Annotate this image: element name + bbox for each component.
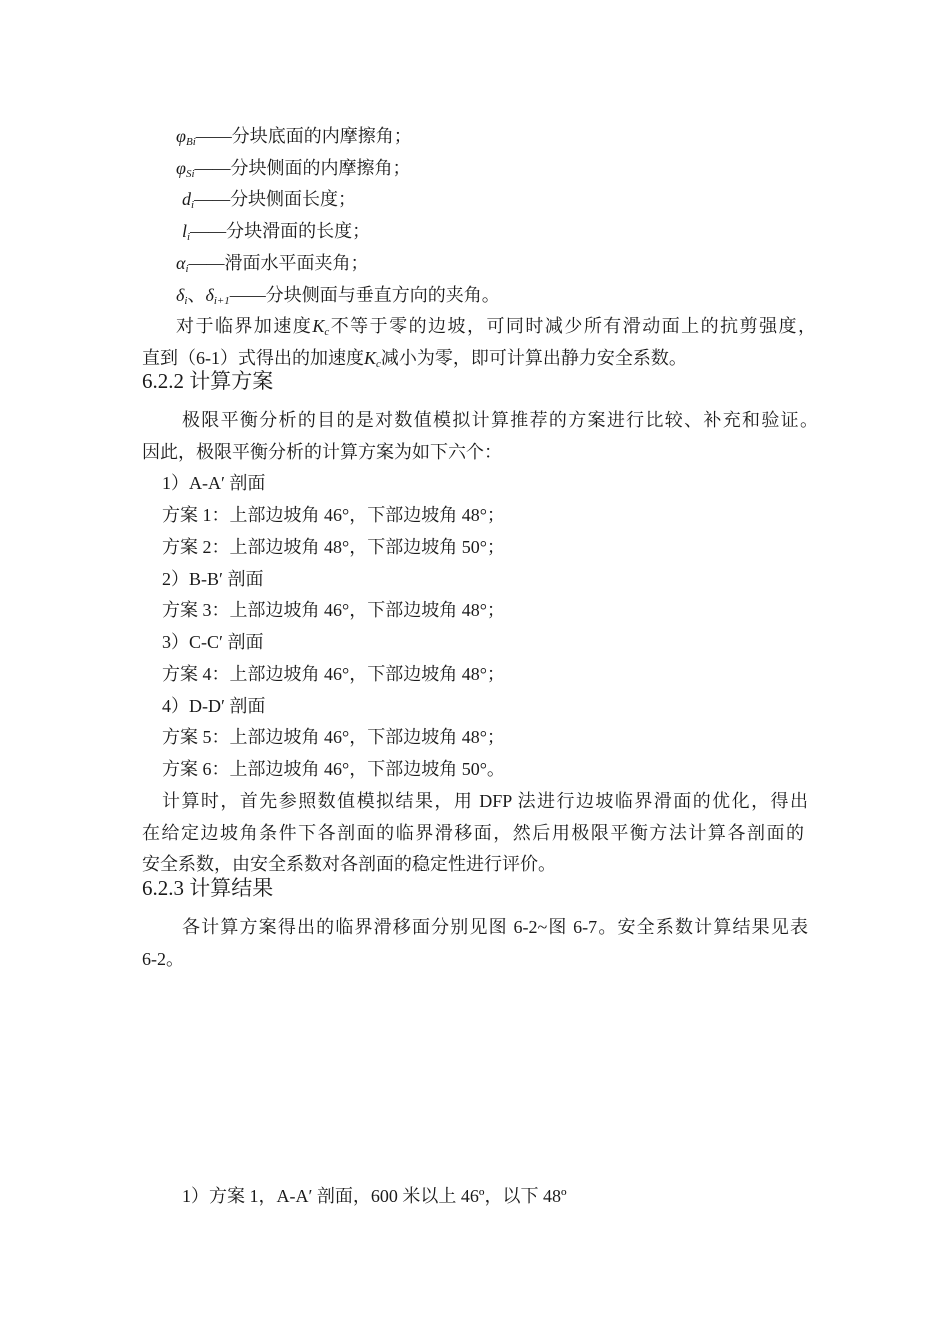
definition-l-i: $l_i——$分块滑面的长度； (182, 221, 371, 243)
definition-phi-si: $\varphi_{Si}——$分块侧面的内摩擦角； (176, 158, 411, 180)
calc-paragraph-line-1: 计算时，首先参照数值模拟结果，用 DFP 法进行边坡临界滑面的优化，得出 (162, 791, 808, 811)
section-622-intro-line-2: 因此，极限平衡分析的计算方案为如下六个： (142, 442, 502, 462)
scheme-4: 方案 4：上部边坡角 46°，下部边坡角 48°； (162, 664, 505, 684)
calc-paragraph-line-3: 安全系数，由安全系数对各剖面的稳定性进行评价。 (142, 854, 556, 874)
paragraph-kc-line-1: 对于临界加速度$K_c$不等于零的边坡，可同时减少所有滑动面上的抗剪强度， (176, 316, 817, 338)
scheme-5: 方案 5：上部边坡角 46°，下部边坡角 48°； (162, 727, 505, 747)
section-622-intro-line-1: 极限平衡分析的目的是对数值模拟计算推荐的方案进行比较、补充和验证。 (182, 410, 818, 430)
definition-d-i: $d_i——$分块侧面长度； (182, 189, 357, 211)
scheme-3: 方案 3：上部边坡角 46°，下部边坡角 48°； (162, 600, 505, 620)
definition-phi-bi: $\varphi_{Bi}——$分块底面的内摩擦角； (176, 126, 412, 148)
scheme-1: 方案 1：上部边坡角 46°，下部边坡角 48°； (162, 505, 505, 525)
section-heading-6-2-2: 6.2.2 计算方案 (142, 369, 274, 393)
profile-heading-cc: 3）C-C′ 剖面 (162, 632, 264, 652)
profile-heading-bb: 2）B-B′ 剖面 (162, 569, 264, 589)
results-line-1: 各计算方案得出的临界滑移面分别见图 6-2~图 6-7。安全系数计算结果见表 (182, 917, 808, 937)
scheme-6: 方案 6：上部边坡角 46°，下部边坡角 50°。 (162, 759, 505, 779)
scheme-2: 方案 2：上部边坡角 48°，下部边坡角 50°； (162, 537, 505, 557)
definition-alpha-i: $\alpha_i——$滑面水平面夹角； (176, 253, 369, 275)
section-heading-6-2-3: 6.2.3 计算结果 (142, 876, 274, 900)
results-line-2: 6-2。 (142, 949, 184, 969)
definition-delta: $\delta_i$、$\delta_{i+1}——$分块侧面与垂直方向的夹角。 (176, 285, 500, 307)
calc-paragraph-line-2: 在给定边坡角条件下各剖面的临界滑移面，然后用极限平衡方法计算各剖面的 (142, 823, 804, 843)
profile-heading-aa: 1）A-A′ 剖面 (162, 473, 266, 493)
paragraph-kc-line-2: 直到（6-1）式得出的加速度$K_c$减小为零，即可计算出静力安全系数。 (142, 348, 687, 370)
profile-heading-dd: 4）D-D′ 剖面 (162, 696, 266, 716)
figure-caption: 1）方案 1，A-A′ 剖面，600 米以上 46º，以下 48º (182, 1186, 567, 1206)
